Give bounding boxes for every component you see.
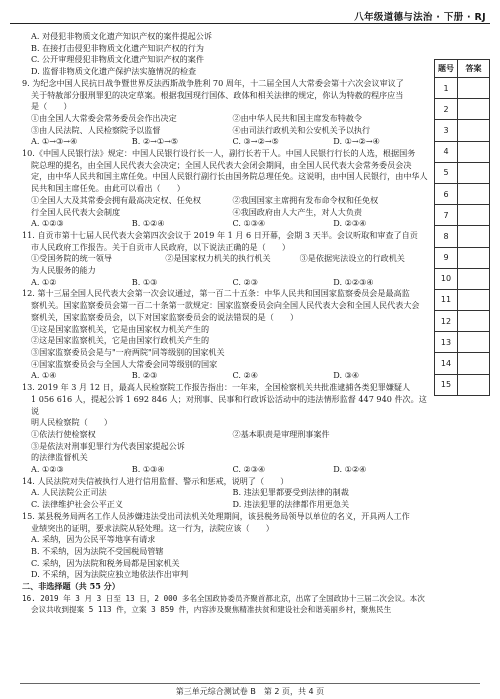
question-15-stem: 业绩突出的证明，要求法院从轻处理。这一行为，法院应该（ ） <box>31 522 274 533</box>
question-9-stem: 关于特赦部分服刑罪犯的决定草案。根据我国现行国体、政体和相关法律的规定，你认为特赦的程序应当 <box>31 89 404 100</box>
statement: ③由人民法院、人民检察院予以监督 <box>31 124 161 135</box>
question-11-stem: 市人民政府工作报告。关于自贡市人民政府，以下说法正确的是（ ） <box>31 241 291 252</box>
question-11-stem: 11. 自贡市第十七届人民代表大会第四次会议于 2019 年 1 月 6 日开幕，会期 3 天半。会议听取和审查了自贡 <box>22 229 418 240</box>
question-9-choices <box>22 136 434 148</box>
statement: ②由中华人民共和国主席发布特赦令 <box>232 112 363 123</box>
question-10-statements <box>22 207 434 219</box>
answer-row <box>435 247 490 268</box>
question-10-stem: 民共和国主席任免。由此可以看出（ ） <box>31 183 185 194</box>
question-11-statements <box>22 265 434 277</box>
choice: D. ①→②→④ <box>333 136 380 147</box>
statement: ③国家监察委员会是与"一府两院"同等级别的国家机关 <box>31 346 225 357</box>
answer-row-number: 4 <box>435 141 458 162</box>
choice: C. ①③④ <box>232 218 266 229</box>
question-12-stem: 察机关。国家监察委员会第一百二十条第一款规定：国家监察委员会向全国人民代表大会和全国人民代表大会 <box>31 300 420 311</box>
choice: B. ①②④ <box>131 218 165 229</box>
statement: ①依法行使检察权 <box>31 428 96 439</box>
answer-row-number: 15 <box>435 374 458 395</box>
answer-cell[interactable] <box>458 141 490 162</box>
answer-row <box>435 374 490 395</box>
choice: C. 法律维护社会公平正义 <box>31 499 123 510</box>
answer-cell[interactable] <box>458 332 490 353</box>
statement: ②这是国家监察机关，它是由国家行政机关产生的 <box>31 335 210 346</box>
question-13-stem: 明人民检察院（ ） <box>31 417 112 428</box>
answer-cell[interactable] <box>458 289 490 310</box>
answer-row-number: 13 <box>435 332 458 353</box>
option-line: B. 在接打击侵犯非物质文化遗产知识产权的行为 <box>31 42 204 53</box>
answer-row-number: 10 <box>435 268 458 289</box>
answer-cell[interactable] <box>458 226 490 247</box>
answer-row-number: 12 <box>435 311 458 332</box>
choice: B. ②③ <box>131 370 158 381</box>
question-9-stem: 是（ ） <box>31 101 72 112</box>
question-body <box>22 31 434 616</box>
choice: A. ①④ <box>31 370 57 381</box>
answer-row <box>435 183 490 204</box>
statement: ②基本职责是审理刑事案件 <box>232 428 330 439</box>
question-14-stem: 14. 人民法院对失信被执行人进行信用监督、警示和惩戒，说明了（ ） <box>22 475 289 486</box>
question-13-statements <box>22 429 434 441</box>
question-13-stem: 1 056 616 人，提起公诉 1 692 846 人；对刑事、民事和行政诉讼活动中的违法情形监督 447 940 件次。这说 <box>31 393 427 416</box>
choice: B. ①③④ <box>131 464 165 475</box>
answer-row <box>435 289 490 310</box>
answer-row <box>435 162 490 183</box>
choice: C. ②④ <box>232 370 259 381</box>
answer-row-number: 1 <box>435 78 458 99</box>
choice: C. 采纳，因为法院和税务局都是国家机关 <box>31 557 180 568</box>
answer-row <box>435 120 490 141</box>
answer-table-header-answer: 答案 <box>458 60 490 78</box>
answer-row <box>435 353 490 374</box>
choice: B. 不采纳，因为法院不受国税局管辖 <box>31 545 164 556</box>
answer-row-number: 9 <box>435 247 458 268</box>
answer-cell[interactable] <box>458 353 490 374</box>
choice: A. ①② <box>31 276 57 287</box>
choice: A. ①②③ <box>31 464 64 475</box>
choice: C. ②③ <box>232 276 259 287</box>
statement: ④国家监察委员会与全国人大常委会同等级别的国家 <box>31 358 218 369</box>
question-10-choices <box>22 218 434 230</box>
statement: ②是国家权力机关的执行机关 <box>165 253 271 264</box>
answer-row <box>435 332 490 353</box>
choice: B. ①③ <box>131 276 158 287</box>
answer-cell[interactable] <box>458 99 490 120</box>
question-9-stem: 9. 为纪念中国人民抗日战争暨世界反法西斯战争胜利 70 周年，十二届全国人大常委会第十六次会议审议了 <box>22 77 404 88</box>
choice: D. ③④ <box>333 370 360 381</box>
question-14-choices <box>22 499 434 511</box>
choice: B. ②→①→⑤ <box>131 136 179 147</box>
question-9-statements <box>22 125 434 137</box>
question-16-stem: 会议共收到提案 5 113 件，立案 3 859 件，内容涉及聚焦精准扶贫和建设社会和谐美丽乡村，聚焦民生 <box>31 605 392 615</box>
answer-row-number: 6 <box>435 183 458 204</box>
answer-table <box>434 59 490 396</box>
statement: ①受国务院的统一领导 <box>31 253 112 264</box>
option-line: A. 对侵犯非物质文化遗产知识产权的案件提起公诉 <box>31 31 212 41</box>
header-title: 八年级道德与法治 · 下册 · RJ <box>354 12 486 23</box>
answer-cell[interactable] <box>458 78 490 99</box>
answer-row <box>435 311 490 332</box>
question-10-stem: 10.《中国人民银行法》规定：中国人民银行设行长一人，副行长若干人。中国人民银行行长的人选，根据国务 <box>22 148 416 159</box>
answer-row-number: 2 <box>435 99 458 120</box>
question-10-statements <box>22 195 434 207</box>
answer-cell[interactable] <box>458 374 490 395</box>
option-line: D. 监督非物质文化遗产保护法实施情况的检查 <box>31 66 197 77</box>
answer-cell[interactable] <box>458 311 490 332</box>
answer-row <box>435 226 490 247</box>
choice: D. ①②④ <box>333 464 367 475</box>
question-12-stem: 12. 第十三届全国人民代表大会第一次会议通过，第一百二十五条：中华人民共和国国家监察委员会是最高监 <box>22 288 410 299</box>
question-9-statements <box>22 113 434 125</box>
statement: ①这是国家监察机关，它是由国家权力机关产生的 <box>31 323 210 334</box>
statement: 行全国人民代表大会制度 <box>31 206 121 217</box>
statement: 的法律监督机关 <box>31 452 88 463</box>
choice: D. 不采纳，因为法院应独立地依法作出审判 <box>31 569 189 580</box>
statement: 为人民服务的能力 <box>31 265 96 276</box>
header-rule <box>10 23 490 24</box>
question-16-stem: 16. 2019 年 3 月 3 日至 13 日，2 000 多名全国政协委员齐聚首都北京，出席了全国政协十三届二次会议。本次 <box>22 593 425 603</box>
question-12-choices <box>22 370 434 382</box>
answer-cell[interactable] <box>458 205 490 226</box>
answer-row <box>435 99 490 120</box>
choice: A. 人民法院公正司法 <box>31 487 107 498</box>
question-15-stem: 15. 某县税务局两名工作人员涉嫌违法受出司法机关处理期间，该县税务局领导以单位的名义，开具两人工作 <box>22 510 410 521</box>
answer-row <box>435 268 490 289</box>
answer-row <box>435 205 490 226</box>
answer-cell[interactable] <box>458 268 490 289</box>
answer-row-number: 5 <box>435 162 458 183</box>
choice: A. 采纳，因为公民平等地享有请求 <box>31 534 156 545</box>
choice: C. ②③④ <box>232 464 266 475</box>
choice: B. 违法犯罪都要受到法律的制裁 <box>232 487 349 498</box>
question-14-choices <box>22 487 434 499</box>
answer-row <box>435 141 490 162</box>
answer-table-header-number: 题号 <box>435 60 458 78</box>
footer-rule <box>20 683 480 684</box>
answer-cell[interactable] <box>458 162 490 183</box>
statement: ③是依法对刑事犯罪行为代表国家提起公诉 <box>31 440 185 451</box>
question-13-choices <box>22 464 434 476</box>
answer-row-number: 8 <box>435 226 458 247</box>
answer-cell[interactable] <box>458 120 490 141</box>
answer-row-number: 7 <box>435 205 458 226</box>
answer-cell[interactable] <box>458 247 490 268</box>
question-10-stem: 定，由中华人民共和国主席任免。中国人民银行副行长由国务院总理任免。这说明，由中国人民银行，由中华人 <box>31 171 428 182</box>
statement: ④由司法行政机关和公安机关予以执行 <box>232 124 371 135</box>
question-11-choices <box>22 277 434 289</box>
section-heading: 二、非选择题（共 55 分） <box>22 581 120 592</box>
option-line: C. 公开审理侵犯非物质文化遗产知识产权的案件 <box>31 54 204 65</box>
choice: C. ③→②→⑤ <box>232 136 279 147</box>
question-10-stem: 院总理的提名，由全国人民代表大会决定；全国人民代表大会闭会期间，由全国人民代表大会常务委员会决 <box>31 159 412 170</box>
statement: ④我国政府由人大产生，对人大负责 <box>232 206 363 217</box>
answer-row-number: 11 <box>435 289 458 310</box>
choice: A. ①→③→④ <box>31 136 78 147</box>
choice: D. ①②③④ <box>333 276 374 287</box>
statement: ①由全国人大常委会常务委员会作出决定 <box>31 112 177 123</box>
answer-row-number: 14 <box>435 353 458 374</box>
choice: D. 违法犯罪的法律都作用更急关 <box>232 499 350 510</box>
choice: A. ①②③ <box>31 218 64 229</box>
answer-row-number: 3 <box>435 120 458 141</box>
answer-cell[interactable] <box>458 183 490 204</box>
statement: ②我国国家主席拥有发布命令权和任免权 <box>232 194 379 205</box>
statement: ③是依据宪法设立的行政机关 <box>299 253 405 264</box>
question-11-statements <box>22 253 434 265</box>
answer-row <box>435 78 490 99</box>
question-12-stem: 察机关，国家监察委员会，以下对国家监察委员会的说法错误的是（ ） <box>31 311 299 322</box>
choice: D. ②③④ <box>333 218 367 229</box>
page-footer: 第三单元综合测试卷 B 第 2 页，共 4 页 <box>175 687 325 696</box>
question-13-stem: 13. 2019 年 3 月 12 日，最高人民检察院工作报告指出：一年来，全国检察机关共批准逮捕各类犯罪嫌疑人 <box>22 382 411 393</box>
statement: ①全国人大及其常委会拥有最高决定权、任免权 <box>31 194 201 205</box>
